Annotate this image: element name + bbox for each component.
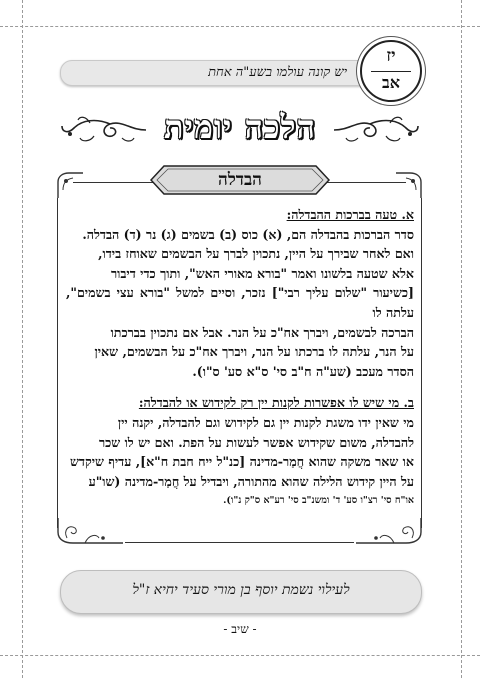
source-citation: או"ח סי' רצ"ו סע' ד' ומשנ"ב סי' רע"א ס"ק נ"ו).: [223, 495, 414, 507]
text-line: הברכה לבשמים, ויברך אח"כ על הנר. אבל אם נתכוין בברכתו: [110, 324, 414, 340]
date-badge: [360, 40, 422, 102]
paragraph-gap: [66, 381, 414, 393]
crop-guide-bottom: [0, 655, 480, 656]
paragraph-heading: ב. מי שיש לו אפשרות לקנות יין רק לקידוש או להבדלה:: [138, 395, 414, 411]
flourish-right-icon: [332, 114, 420, 146]
crop-guide-right: [461, 0, 462, 678]
badge-month: אב: [382, 73, 400, 92]
text-line: על היין קידוש הלילה שהוא מהתורה, ויבדיל על חֲמַר-מדינה (שו"ע: [88, 473, 414, 489]
frame-left-line: [57, 198, 58, 528]
badge-divider: [371, 71, 411, 72]
crop-guide-left: [22, 0, 23, 678]
corner-ornament-bottom-left-icon: [55, 516, 125, 548]
page-title: הלכה יומית: [163, 108, 316, 146]
text-line: או שאר משקה שהוא חֲמַר-מדינה [כנ"ל ייח חבת ח"א], עדיף שיקדש: [70, 454, 414, 470]
badge-day: יז: [386, 46, 396, 66]
text-line: מי שאין ידו משגת לקנות יין גם לקידוש וגם להבדלה, יקנה יין: [117, 414, 414, 430]
crop-guide-top: [0, 26, 480, 27]
main-title: [60, 104, 420, 154]
dedication-text: לעילוי נשמת יוסף בן מורי סעיד יחיא ז"ל: [132, 582, 350, 598]
corner-ornament-top-left-icon: [55, 170, 85, 200]
text-line: [כשיעור "שלום עליך רבי"] נזכר, וסיים למשל "בורא עצי בשמים", עלתה לו: [66, 285, 414, 320]
frame-right-line: [421, 198, 422, 528]
frame-bottom-line: [125, 542, 354, 543]
corner-ornament-top-right-icon: [394, 170, 424, 200]
paragraph-heading: א. טעה בברכות ההבדלה:: [286, 207, 414, 222]
text-line: אלא שטעה בלשונו ואמר "בורא מאורי האש", ותוך כדי דיבור: [110, 265, 414, 281]
top-banner: [60, 60, 362, 86]
text-line: להבדלה, משום שקידוש אפשר לעשות על הפת. ואם יש לו שכר: [98, 434, 414, 450]
section-title: הבדלה: [218, 170, 262, 190]
paragraph-a: [66, 205, 414, 381]
dedication-banner: [60, 570, 422, 614]
text-line: על הנר, עלתה לו ברכתו על הנר, ויברך אח"כ על הבשמים, שאין: [94, 344, 414, 360]
paragraph-b: [66, 393, 414, 511]
text-line: ואם לאחר שבירך על היין, נתכוין לברך על הבשמים שאוחז בידו,: [98, 246, 414, 262]
corner-ornament-bottom-right-icon: [354, 516, 424, 548]
text-line: הסדר מעכב (שע"ה ח"ב סי' ס"א סע' ס"ו).: [192, 363, 414, 379]
section-tab: [150, 165, 330, 195]
banner-text: יש קונה עולמו בשע"ה אחת: [208, 65, 347, 80]
page-number: - שיב -: [223, 622, 257, 636]
text-line: סדר הברכות בהבדלה הם, (א) כוס (ב) בשמים (ג) נר (ד) הבדלה.: [82, 226, 414, 242]
halacha-content: [66, 205, 414, 511]
